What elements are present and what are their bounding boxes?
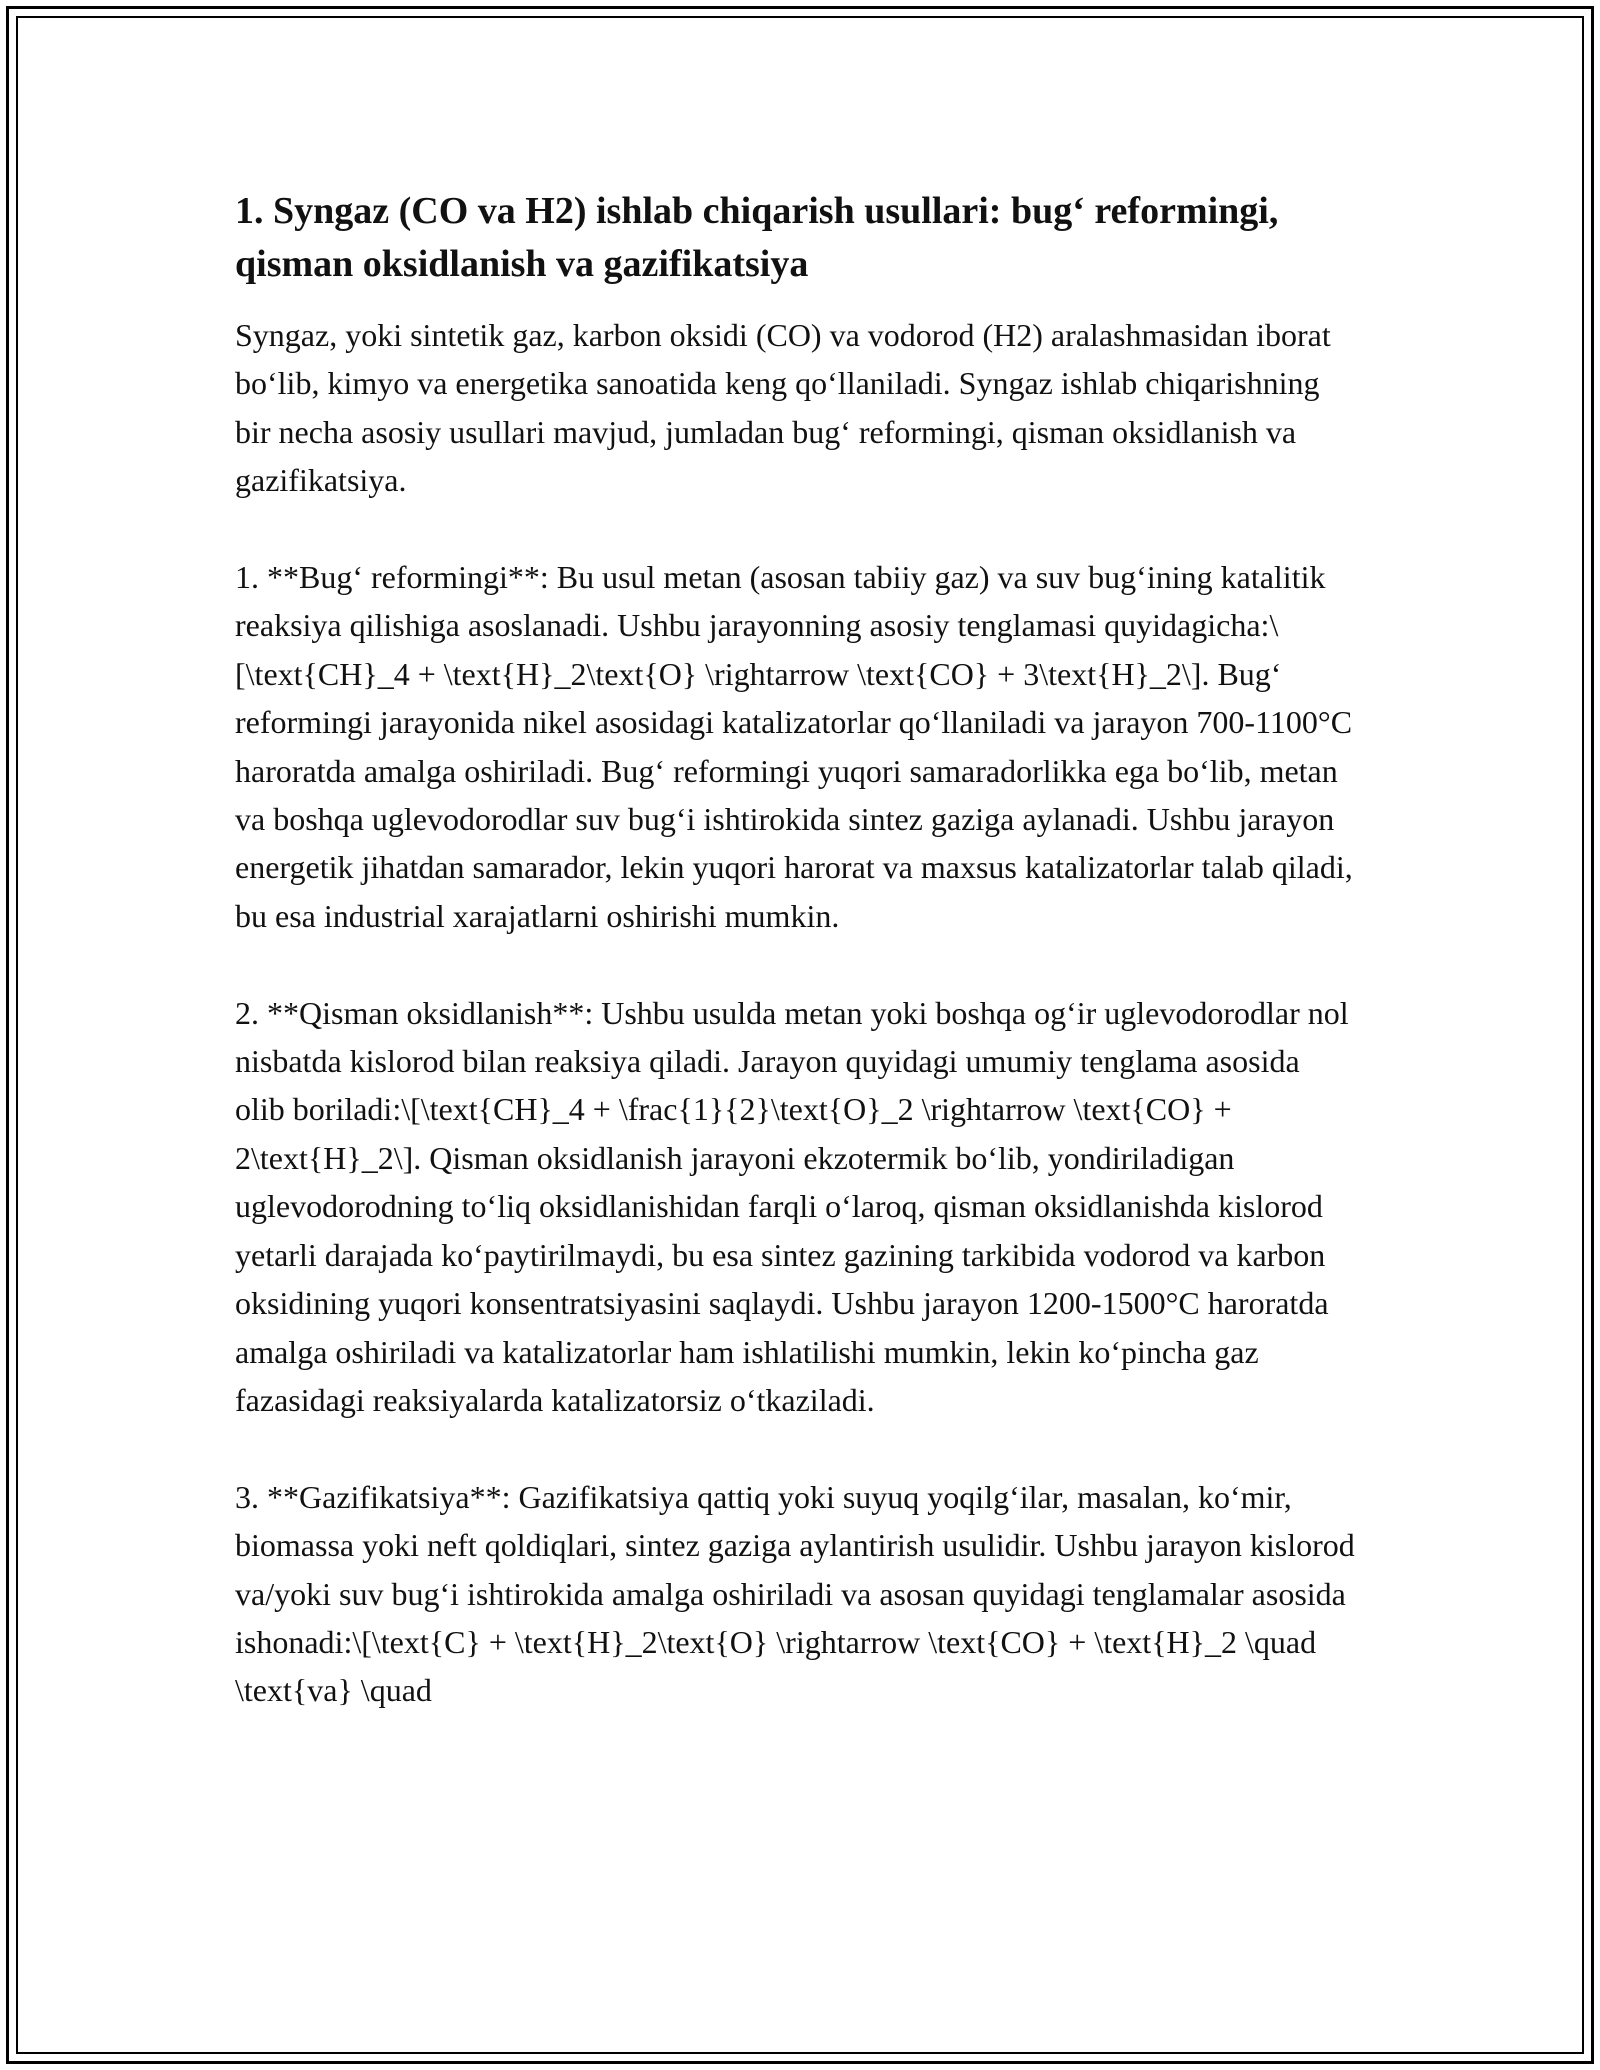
steam-reforming-paragraph: 1. **Bug‘ reformingi**: Bu usul metan (asosan tabiiy gaz) va suv bug‘ining katalitik reaksiya qilishiga asoslanadi. Ushbu jarayonning asosiy tenglamasi quyidagicha:\[\text{CH}_4 + \text{H}_2\text{O} \rightarrow \text{CO} + 3\text{H}_2\]. Bug‘ reformingi jarayonida nikel asosidagi katalizatorlar qo‘llaniladi va jarayon 700-1100°C haroratda amalga oshiriladi. Bug‘ reformingi yuqori samaradorlikka ega bo‘lib, metan va boshqa uglevodorodlar suv bug‘i ishtirokida sintez gaziga aylanadi. Ushbu jarayon energetik jihatdan samarador, lekin yuqori harorat va maxsus katalizatorlar talab qiladi, bu esa industrial xarajatlarni oshirishi mumkin.	[235, 559, 1353, 934]
intro-paragraph: Syngaz, yoki sintetik gaz, karbon oksidi (CO) va vodorod (H2) aralashmasidan iborat bo‘lib, kimyo va energetika sanoatida keng qo‘llaniladi. Syngaz ishlab chiqarishning bir necha asosiy usullari mavjud, jumladan bug‘ reformingi, qisman oksidlanish va gazifikatsiya.	[235, 317, 1331, 499]
document-body	[235, 185, 1355, 1763]
partial-oxidation-paragraph: 2. **Qisman oksidlanish**: Ushbu usulda metan yoki boshqa og‘ir uglevodorodlar nol nisbatda kislorod bilan reaksiya qiladi. Jarayon quyidagi umumiy tenglama asosida olib boriladi:\[\text{CH}_4 + \frac{1}{2}\text{O}_2 \rightarrow \text{CO} + 2\text{H}_2\]. Qisman oksidlanish jarayoni ekzotermik bo‘lib, yondiriladigan uglevodorodning to‘liq oksidlanishidan farqli o‘laroq, qisman oksidlanishda kislorod yetarli darajada ko‘paytirilmaydi, bu esa sintez gazining tarkibida vodorod va karbon oksidining yuqori konsentratsiyasini saqlaydi. Ushbu jarayon 1200-1500°C haroratda amalga oshiriladi va katalizatorlar ham ishlatilishi mumkin, lekin ko‘pincha gaz fazasidagi reaksiyalarda katalizatorsiz o‘tkaziladi.	[235, 994, 1349, 1418]
gasification-paragraph: 3. **Gazifikatsiya**: Gazifikatsiya qattiq yoki suyuq yoqilg‘ilar, masalan, ko‘mir, biomassa yoki neft qoldiqlari, sintez gaziga aylantirish usulidir. Ushbu jarayon kislorod va/yoki suv bug‘i ishtirokida amalga oshiriladi va asosan quyidagi tenglamalar asosida ishonadi:\[\text{C} + \text{H}_2\text{O} \rightarrow \text{CO} + \text{H}_2 \quad \text{va} \quad	[235, 1478, 1355, 1709]
document-title: 1. Syngaz (CO va H2) ishlab chiqarish usullari: bug‘ reformingi, qisman oksidlanish va gazifikatsiya	[235, 190, 1279, 285]
